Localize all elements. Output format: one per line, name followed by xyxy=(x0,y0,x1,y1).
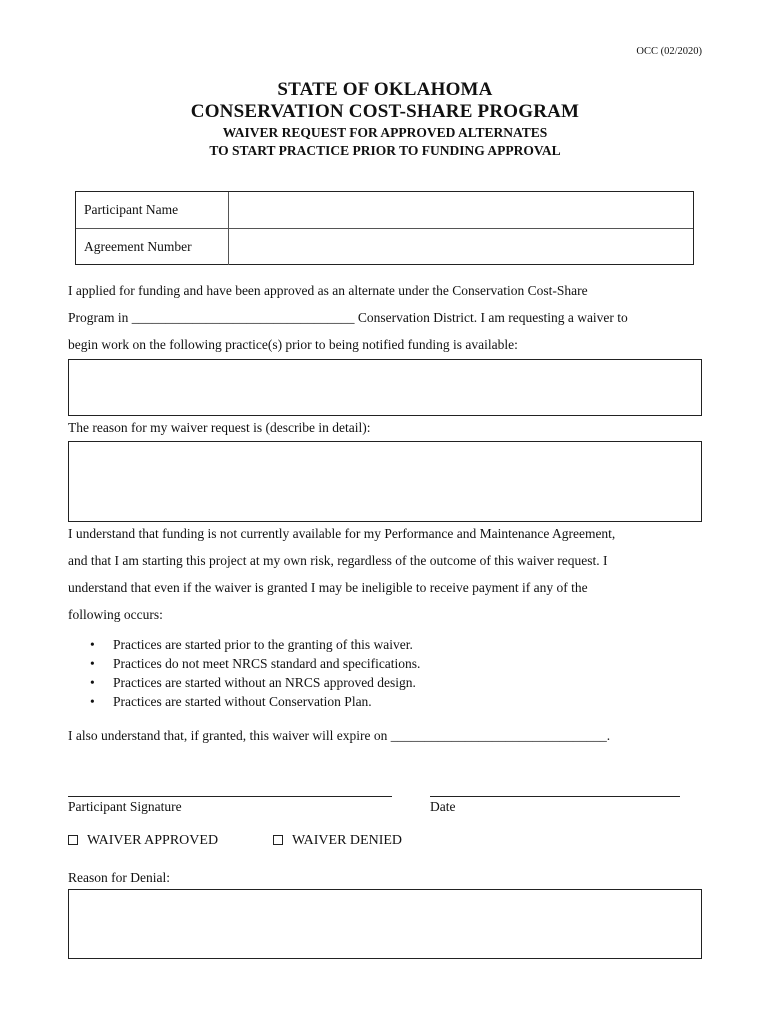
denial-reason-text-box[interactable] xyxy=(68,889,702,959)
denial-reason-label: Reason for Denial: xyxy=(68,870,170,885)
waiver-approved-option[interactable] xyxy=(68,833,218,849)
date-label: Date xyxy=(430,799,456,814)
denied-checkbox[interactable] xyxy=(273,835,283,845)
reason-label: The reason for my waiver request is (describe in detail): xyxy=(68,420,371,435)
waiver-denied-option[interactable] xyxy=(273,833,402,849)
list-item: • Practices do not meet NRCS standard and specifications. xyxy=(90,654,420,673)
practices-text-box[interactable] xyxy=(68,359,702,416)
agreement-number-label: Agreement Number xyxy=(84,239,192,254)
denied-label: WAIVER DENIED xyxy=(292,833,403,848)
title-state: STATE OF OKLAHOMA xyxy=(277,79,493,100)
subtitle-line2: TO START PRACTICE PRIOR TO FUNDING APPROVAL xyxy=(209,143,561,158)
list-item: • Practices are started without an NRCS approved design. xyxy=(90,673,420,692)
participant-name-field[interactable] xyxy=(229,192,693,228)
expiry-statement: I also understand that, if granted, this waiver will expire on ________________________________. xyxy=(68,728,611,743)
approved-checkbox[interactable] xyxy=(68,835,78,845)
understanding-line-2: and that I am starting this project at my own risk, regardless of the outcome of this waiver request. I xyxy=(68,553,608,568)
understanding-line-1: I understand that funding is not currently available for my Performance and Maintenance Agreement, xyxy=(68,526,616,541)
subtitle-line1: WAIVER REQUEST FOR APPROVED ALTERNATES xyxy=(222,125,548,140)
reason-text-box[interactable] xyxy=(68,441,702,522)
signature-line[interactable] xyxy=(68,796,392,797)
intro-line-1: I applied for funding and have been approved as an alternate under the Conservation Cost-Share xyxy=(68,283,588,298)
form-code: OCC (02/2020) xyxy=(636,46,702,57)
approved-label: WAIVER APPROVED xyxy=(87,833,219,848)
intro-line-2: Program in _________________________________ Conservation District. I am requesting a waiver to xyxy=(68,310,628,325)
agreement-number-row xyxy=(76,229,693,265)
date-line[interactable] xyxy=(430,796,680,797)
understanding-line-3: understand that even if the waiver is granted I may be ineligible to receive payment if any of the xyxy=(68,580,588,595)
agreement-number-field[interactable] xyxy=(229,229,693,265)
list-item: • Practices are started without Conservation Plan. xyxy=(90,692,420,711)
participant-signature-label: Participant Signature xyxy=(68,799,182,814)
list-item: • Practices are started prior to the granting of this waiver. xyxy=(90,635,420,654)
participant-info-table xyxy=(75,191,694,265)
understanding-line-4: following occurs: xyxy=(68,607,163,622)
conditions-list xyxy=(90,635,420,711)
participant-name-row xyxy=(76,192,693,229)
title-program: CONSERVATION COST-SHARE PROGRAM xyxy=(190,101,580,122)
intro-line-3: begin work on the following practice(s) prior to being notified funding is available: xyxy=(68,337,518,352)
participant-name-label: Participant Name xyxy=(84,202,179,217)
